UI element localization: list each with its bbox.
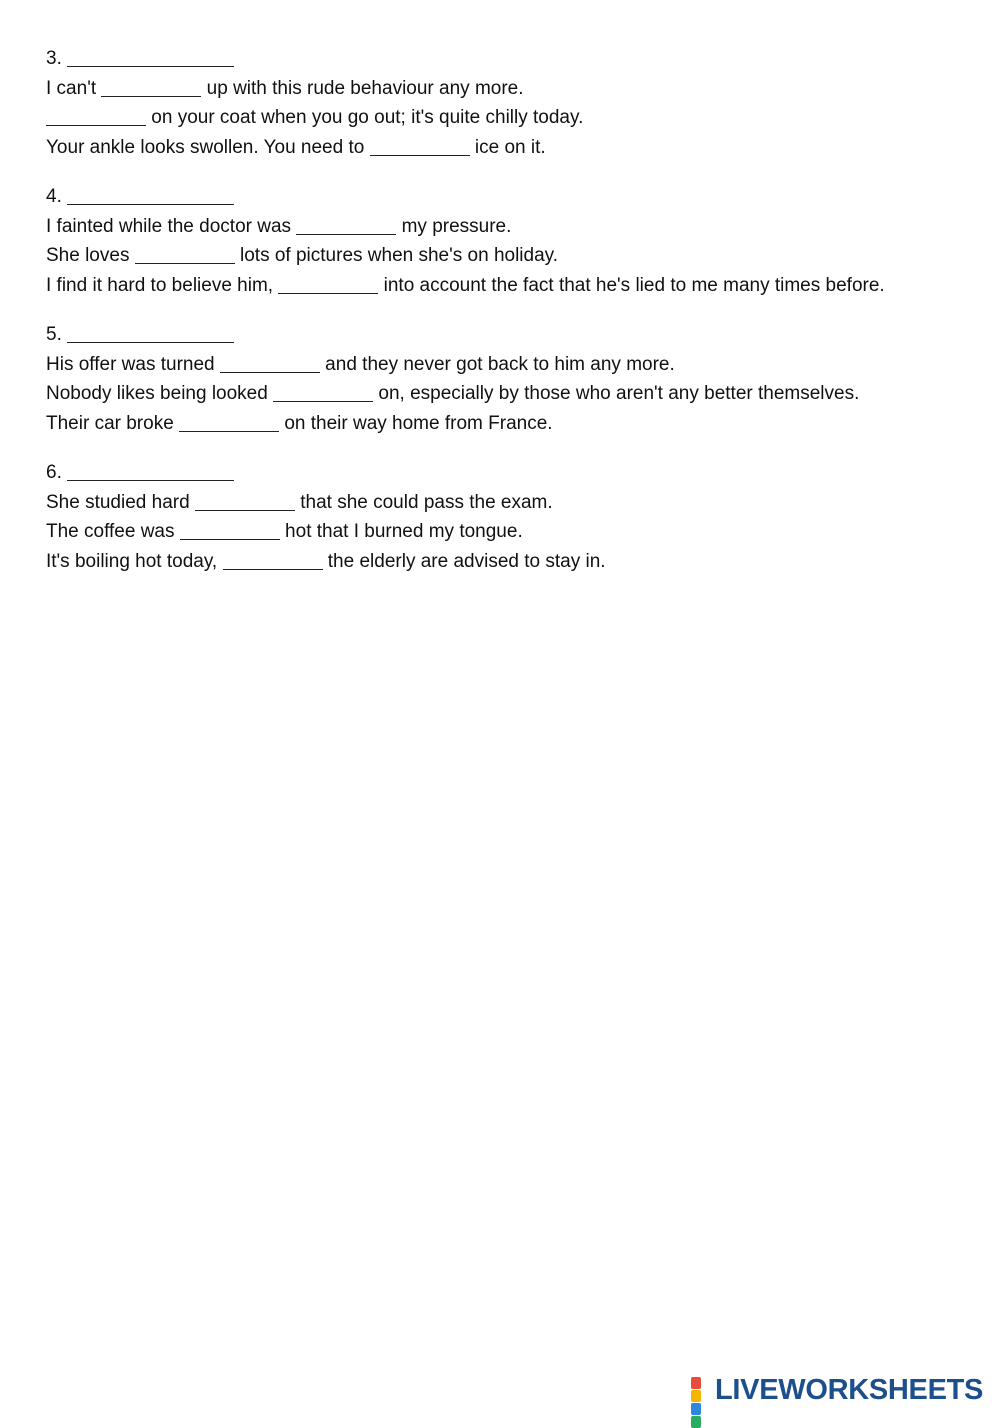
logo-block bbox=[691, 1390, 701, 1402]
liveworksheets-logo bbox=[691, 1373, 983, 1407]
sentence bbox=[46, 547, 976, 577]
group-header bbox=[46, 458, 976, 488]
gap-input[interactable] bbox=[179, 413, 279, 432]
sentence bbox=[46, 133, 976, 163]
sentence bbox=[46, 241, 976, 271]
worksheet bbox=[46, 44, 976, 596]
group-number: 6. bbox=[46, 462, 62, 483]
sentence bbox=[46, 488, 976, 518]
sentence-text-before: Their car broke bbox=[46, 412, 180, 434]
sentence-text-after: on, especially by those who aren't any better themselves. bbox=[373, 383, 860, 404]
sentence bbox=[46, 379, 976, 409]
sentence bbox=[46, 350, 976, 380]
exercise-group-6 bbox=[46, 458, 976, 576]
gap-input[interactable] bbox=[220, 354, 320, 373]
answer-input[interactable] bbox=[67, 48, 234, 67]
gap-input[interactable] bbox=[46, 107, 146, 126]
sentence-text-after: on their way home from France. bbox=[279, 412, 553, 434]
sentence bbox=[46, 517, 976, 547]
sentence-text-after: the elderly are advised to stay in. bbox=[322, 550, 606, 572]
gap-input[interactable] bbox=[101, 78, 201, 97]
gap-input[interactable] bbox=[296, 216, 396, 235]
exercise-group-4 bbox=[46, 182, 976, 300]
exercise-group-5 bbox=[46, 320, 976, 438]
sentence bbox=[46, 212, 976, 242]
logo-block bbox=[691, 1403, 701, 1415]
sentence bbox=[46, 74, 976, 104]
sentence-text-after: on your coat when you go out; it's quite chilly today. bbox=[146, 107, 584, 128]
sentence-text-after: my pressure. bbox=[396, 215, 512, 237]
answer-input[interactable] bbox=[67, 462, 234, 481]
sentence-text-before: She loves bbox=[46, 245, 135, 266]
sentence-text-before: Nobody likes being looked bbox=[46, 383, 274, 404]
sentence-text-after: lots of pictures when she's on holiday. bbox=[234, 245, 559, 266]
group-number: 4. bbox=[46, 186, 62, 207]
logo-block bbox=[691, 1377, 701, 1389]
sentence-text-before: It's boiling hot today, bbox=[46, 550, 223, 572]
group-header bbox=[46, 182, 976, 212]
gap-input[interactable] bbox=[223, 551, 323, 570]
sentence-text-after: that she could pass the exam. bbox=[294, 491, 553, 513]
group-number: 5. bbox=[46, 324, 62, 345]
gap-input[interactable] bbox=[278, 275, 378, 294]
gap-input[interactable] bbox=[180, 521, 280, 540]
logo-block bbox=[691, 1416, 701, 1428]
gap-input[interactable] bbox=[135, 245, 235, 264]
sentence-text-after: up with this rude behaviour any more. bbox=[201, 77, 524, 99]
sentence-text-before: I fainted while the doctor was bbox=[46, 215, 297, 237]
gap-input[interactable] bbox=[273, 383, 373, 402]
sentence bbox=[46, 409, 976, 439]
sentence bbox=[46, 103, 976, 133]
exercise-group-3 bbox=[46, 44, 976, 162]
answer-input[interactable] bbox=[67, 186, 234, 205]
sentence-text-after: ice on it. bbox=[469, 136, 546, 158]
gap-input[interactable] bbox=[195, 492, 295, 511]
sentence-text-after: and they never got back to him any more. bbox=[319, 353, 675, 375]
sentence-text-before: I find it hard to believe him, bbox=[46, 274, 279, 296]
sentence-text-after: hot that I burned my tongue. bbox=[279, 521, 523, 542]
sentence-text-before: His offer was turned bbox=[46, 353, 220, 375]
answer-input[interactable] bbox=[67, 324, 234, 343]
logo-blocks-icon bbox=[691, 1377, 712, 1403]
sentence-text-before: The coffee was bbox=[46, 521, 180, 542]
logo-text: LIVEWORKSHEETS bbox=[715, 1373, 984, 1406]
sentence-text-after: into account the fact that he's lied to me many times before. bbox=[378, 274, 885, 296]
group-number: 3. bbox=[46, 48, 62, 69]
sentence-text-before: Your ankle looks swollen. You need to bbox=[46, 136, 370, 158]
sentence-text-before: She studied hard bbox=[46, 491, 195, 513]
gap-input[interactable] bbox=[370, 137, 470, 156]
group-header bbox=[46, 320, 976, 350]
sentence bbox=[46, 271, 976, 301]
sentence-text-before: I can't bbox=[46, 77, 102, 99]
group-header bbox=[46, 44, 976, 74]
